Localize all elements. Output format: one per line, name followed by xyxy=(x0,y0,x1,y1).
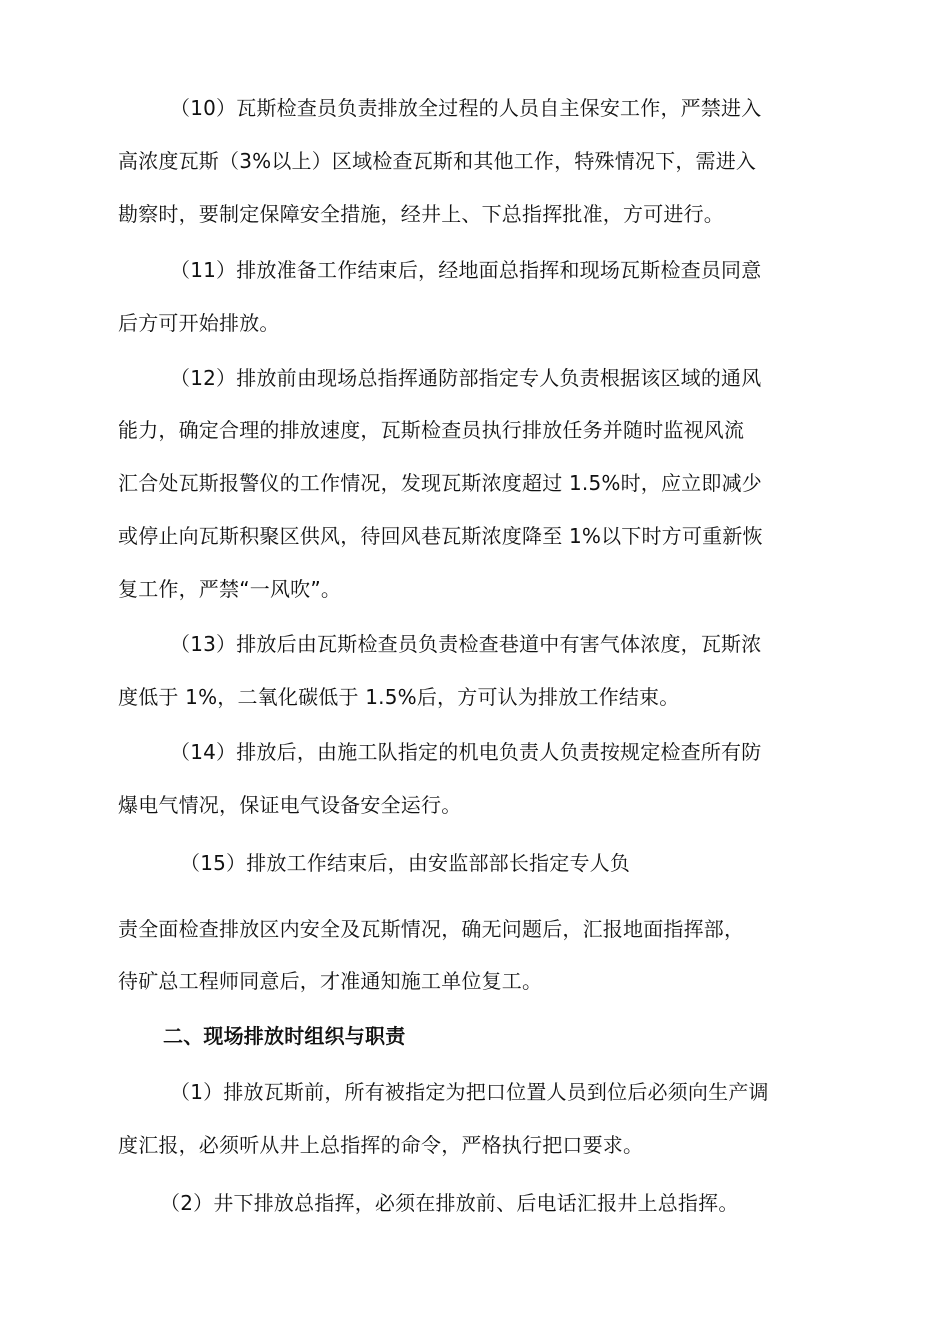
paragraph-15-line-1: （15）排放工作结束后，由安监部部长指定专人负 xyxy=(180,851,631,875)
section-heading: 二、现场排放时组织与职责 xyxy=(163,1024,406,1048)
paragraph-13-line-2: 度低于 1%，二氧化碳低于 1.5%后，方可认为排放工作结束。 xyxy=(118,685,680,709)
paragraph-12-line-4: 或停止向瓦斯积聚区供风，待回风巷瓦斯浓度降至 1%以下时方可重新恢 xyxy=(118,524,763,548)
paragraph-10-line-3: 勘察时，要制定保障安全措施，经井上、下总指挥批准，方可进行。 xyxy=(118,202,724,226)
paragraph-12-line-1: （12）排放前由现场总指挥通防部指定专人负责根据该区域的通风 xyxy=(170,366,762,390)
paragraph-10-line-1: （10）瓦斯检查员负责排放全过程的人员自主保安工作，严禁进入 xyxy=(170,96,762,120)
paragraph-13-line-1: （13）排放后由瓦斯检查员负责检查巷道中有害气体浓度，瓦斯浓 xyxy=(170,632,762,656)
paragraph-12-line-5: 复工作，严禁“一风吹”。 xyxy=(118,577,342,601)
paragraph-14-line-1: （14）排放后，由施工队指定的机电负责人负责按规定检查所有防 xyxy=(170,740,762,764)
paragraph-15-line-3: 待矿总工程师同意后，才准通知施工单位复工。 xyxy=(118,969,543,993)
paragraph-s2-line-1: （2）井下排放总指挥，必须在排放前、后电话汇报井上总指挥。 xyxy=(160,1191,739,1215)
paragraph-10-line-2: 高浓度瓦斯（3%以上）区域检查瓦斯和其他工作，特殊情况下，需进入 xyxy=(118,149,757,173)
paragraph-s1-line-2: 度汇报，必须听从井上总指挥的命令，严格执行把口要求。 xyxy=(118,1133,644,1157)
paragraph-12-line-2: 能力，确定合理的排放速度，瓦斯检查员执行排放任务并随时监视风流 xyxy=(118,418,745,442)
paragraph-14-line-2: 爆电气情况，保证电气设备安全运行。 xyxy=(118,793,462,817)
paragraph-11-line-1: （11）排放准备工作结束后，经地面总指挥和现场瓦斯检查员同意 xyxy=(170,258,762,282)
paragraph-s1-line-1: （1）排放瓦斯前，所有被指定为把口位置人员到位后必须向生产调 xyxy=(170,1080,769,1104)
paragraph-15-line-2: 责全面检查排放区内安全及瓦斯情况，确无问题后，汇报地面指挥部， xyxy=(118,917,745,941)
paragraph-11-line-2: 后方可开始排放。 xyxy=(118,311,280,335)
paragraph-12-line-3: 汇合处瓦斯报警仪的工作情况，发现瓦斯浓度超过 1.5%时，应立即减少 xyxy=(118,471,762,495)
